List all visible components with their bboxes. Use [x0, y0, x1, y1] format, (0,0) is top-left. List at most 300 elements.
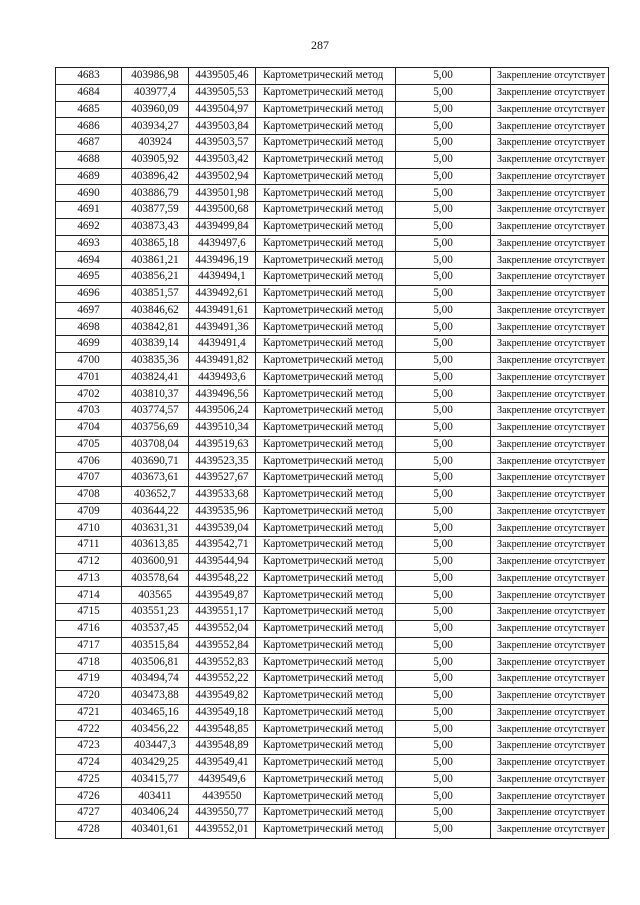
x-coordinate-cell: 403506,81: [122, 654, 189, 671]
method-cell: Картометрический метод: [256, 101, 396, 118]
x-coordinate-cell: 403406,24: [122, 805, 189, 822]
point-number-cell: 4720: [56, 687, 122, 704]
method-cell: Картометрический метод: [256, 587, 396, 604]
fixation-cell: Закрепление отсутствует: [491, 671, 609, 688]
fixation-cell: Закрепление отсутствует: [491, 503, 609, 520]
fixation-cell: Закрепление отсутствует: [491, 369, 609, 386]
x-coordinate-cell: 403411: [122, 788, 189, 805]
x-coordinate-cell: 403578,64: [122, 570, 189, 587]
accuracy-cell: 5,00: [396, 118, 491, 135]
method-cell: Картометрический метод: [256, 704, 396, 721]
accuracy-cell: 5,00: [396, 620, 491, 637]
x-coordinate-cell: 403835,36: [122, 352, 189, 369]
fixation-cell: Закрепление отсутствует: [491, 805, 609, 822]
x-coordinate-cell: 403896,42: [122, 168, 189, 185]
page-number: 287: [311, 38, 329, 52]
fixation-cell: Закрепление отсутствует: [491, 553, 609, 570]
point-number-cell: 4711: [56, 537, 122, 554]
y-coordinate-cell: 4439499,84: [189, 218, 256, 235]
fixation-cell: Закрепление отсутствует: [491, 537, 609, 554]
y-coordinate-cell: 4439523,35: [189, 453, 256, 470]
accuracy-cell: 5,00: [396, 68, 491, 85]
method-cell: Картометрический метод: [256, 252, 396, 269]
table-row: [56, 520, 609, 537]
table-row: [56, 721, 609, 738]
y-coordinate-cell: 4439505,46: [189, 68, 256, 85]
accuracy-cell: 5,00: [396, 687, 491, 704]
point-number-cell: 4697: [56, 302, 122, 319]
y-coordinate-cell: 4439491,4: [189, 336, 256, 353]
y-coordinate-cell: 4439542,71: [189, 537, 256, 554]
table-row: [56, 84, 609, 101]
y-coordinate-cell: 4439550: [189, 788, 256, 805]
method-cell: Картометрический метод: [256, 637, 396, 654]
table-row: [56, 486, 609, 503]
x-coordinate-cell: 403873,43: [122, 218, 189, 235]
table-row: [56, 403, 609, 420]
accuracy-cell: 5,00: [396, 570, 491, 587]
y-coordinate-cell: 4439544,94: [189, 553, 256, 570]
x-coordinate-cell: 403465,16: [122, 704, 189, 721]
table-row: [56, 654, 609, 671]
method-cell: Картометрический метод: [256, 821, 396, 838]
table-row: [56, 419, 609, 436]
fixation-cell: Закрепление отсутствует: [491, 821, 609, 838]
x-coordinate-cell: 403960,09: [122, 101, 189, 118]
accuracy-cell: 5,00: [396, 369, 491, 386]
table-row: [56, 620, 609, 637]
fixation-cell: Закрепление отсутствует: [491, 269, 609, 286]
method-cell: Картометрический метод: [256, 771, 396, 788]
method-cell: Картометрический метод: [256, 553, 396, 570]
y-coordinate-cell: 4439510,34: [189, 419, 256, 436]
x-coordinate-cell: 403447,3: [122, 738, 189, 755]
point-number-cell: 4706: [56, 453, 122, 470]
accuracy-cell: 5,00: [396, 235, 491, 252]
table-row: [56, 269, 609, 286]
point-number-cell: 4694: [56, 252, 122, 269]
table-row: [56, 285, 609, 302]
accuracy-cell: 5,00: [396, 135, 491, 152]
table-row: [56, 319, 609, 336]
table-row: [56, 386, 609, 403]
accuracy-cell: 5,00: [396, 436, 491, 453]
method-cell: Картометрический метод: [256, 369, 396, 386]
table-row: [56, 587, 609, 604]
y-coordinate-cell: 4439504,97: [189, 101, 256, 118]
y-coordinate-cell: 4439503,84: [189, 118, 256, 135]
y-coordinate-cell: 4439550,77: [189, 805, 256, 822]
point-number-cell: 4709: [56, 503, 122, 520]
table-row: [56, 704, 609, 721]
accuracy-cell: 5,00: [396, 419, 491, 436]
fixation-cell: Закрепление отсутствует: [491, 336, 609, 353]
y-coordinate-cell: 4439549,18: [189, 704, 256, 721]
accuracy-cell: 5,00: [396, 403, 491, 420]
x-coordinate-cell: 403551,23: [122, 604, 189, 621]
accuracy-cell: 5,00: [396, 336, 491, 353]
accuracy-cell: 5,00: [396, 84, 491, 101]
fixation-cell: Закрепление отсутствует: [491, 185, 609, 202]
table-row: [56, 202, 609, 219]
table-row: [56, 151, 609, 168]
method-cell: Картометрический метод: [256, 604, 396, 621]
point-number-cell: 4724: [56, 754, 122, 771]
point-number-cell: 4699: [56, 336, 122, 353]
fixation-cell: Закрепление отсутствует: [491, 771, 609, 788]
coordinates-table: [55, 67, 609, 839]
method-cell: Картометрический метод: [256, 302, 396, 319]
x-coordinate-cell: 403565: [122, 587, 189, 604]
accuracy-cell: 5,00: [396, 671, 491, 688]
accuracy-cell: 5,00: [396, 101, 491, 118]
method-cell: Картометрический метод: [256, 151, 396, 168]
x-coordinate-cell: 403934,27: [122, 118, 189, 135]
table-row: [56, 821, 609, 838]
fixation-cell: Закрепление отсутствует: [491, 788, 609, 805]
accuracy-cell: 5,00: [396, 788, 491, 805]
fixation-cell: Закрепление отсутствует: [491, 419, 609, 436]
method-cell: Картометрический метод: [256, 135, 396, 152]
fixation-cell: Закрепление отсутствует: [491, 453, 609, 470]
y-coordinate-cell: 4439491,61: [189, 302, 256, 319]
accuracy-cell: 5,00: [396, 637, 491, 654]
table-row: [56, 754, 609, 771]
fixation-cell: Закрепление отсутствует: [491, 470, 609, 487]
table-row: [56, 218, 609, 235]
accuracy-cell: 5,00: [396, 285, 491, 302]
point-number-cell: 4693: [56, 235, 122, 252]
fixation-cell: Закрепление отсутствует: [491, 721, 609, 738]
fixation-cell: Закрепление отсутствует: [491, 168, 609, 185]
method-cell: Картометрический метод: [256, 218, 396, 235]
table-row: [56, 68, 609, 85]
method-cell: Картометрический метод: [256, 285, 396, 302]
table-row: [56, 135, 609, 152]
point-number-cell: 4691: [56, 202, 122, 219]
y-coordinate-cell: 4439549,6: [189, 771, 256, 788]
point-number-cell: 4695: [56, 269, 122, 286]
point-number-cell: 4710: [56, 520, 122, 537]
point-number-cell: 4722: [56, 721, 122, 738]
point-number-cell: 4687: [56, 135, 122, 152]
method-cell: Картометрический метод: [256, 738, 396, 755]
point-number-cell: 4718: [56, 654, 122, 671]
x-coordinate-cell: 403977,4: [122, 84, 189, 101]
method-cell: Картометрический метод: [256, 68, 396, 85]
point-number-cell: 4703: [56, 403, 122, 420]
fixation-cell: Закрепление отсутствует: [491, 587, 609, 604]
coordinates-table-body: [56, 68, 609, 839]
accuracy-cell: 5,00: [396, 821, 491, 838]
y-coordinate-cell: 4439549,82: [189, 687, 256, 704]
table-row: [56, 637, 609, 654]
y-coordinate-cell: 4439539,04: [189, 520, 256, 537]
point-number-cell: 4683: [56, 68, 122, 85]
method-cell: Картометрический метод: [256, 570, 396, 587]
method-cell: Картометрический метод: [256, 503, 396, 520]
table-row: [56, 788, 609, 805]
x-coordinate-cell: 403905,92: [122, 151, 189, 168]
accuracy-cell: 5,00: [396, 218, 491, 235]
point-number-cell: 4717: [56, 637, 122, 654]
y-coordinate-cell: 4439519,63: [189, 436, 256, 453]
x-coordinate-cell: 403886,79: [122, 185, 189, 202]
fixation-cell: Закрепление отсутствует: [491, 570, 609, 587]
accuracy-cell: 5,00: [396, 654, 491, 671]
y-coordinate-cell: 4439491,36: [189, 319, 256, 336]
accuracy-cell: 5,00: [396, 151, 491, 168]
y-coordinate-cell: 4439548,89: [189, 738, 256, 755]
point-number-cell: 4701: [56, 369, 122, 386]
accuracy-cell: 5,00: [396, 704, 491, 721]
x-coordinate-cell: 403756,69: [122, 419, 189, 436]
y-coordinate-cell: 4439500,68: [189, 202, 256, 219]
method-cell: Картометрический метод: [256, 537, 396, 554]
y-coordinate-cell: 4439549,41: [189, 754, 256, 771]
point-number-cell: 4685: [56, 101, 122, 118]
y-coordinate-cell: 4439552,04: [189, 620, 256, 637]
method-cell: Картометрический метод: [256, 671, 396, 688]
fixation-cell: Закрепление отсутствует: [491, 118, 609, 135]
accuracy-cell: 5,00: [396, 453, 491, 470]
y-coordinate-cell: 4439492,61: [189, 285, 256, 302]
accuracy-cell: 5,00: [396, 185, 491, 202]
x-coordinate-cell: 403515,84: [122, 637, 189, 654]
table-row: [56, 302, 609, 319]
table-row: [56, 185, 609, 202]
y-coordinate-cell: 4439552,01: [189, 821, 256, 838]
method-cell: Картометрический метод: [256, 185, 396, 202]
table-row: [56, 687, 609, 704]
point-number-cell: 4689: [56, 168, 122, 185]
accuracy-cell: 5,00: [396, 269, 491, 286]
y-coordinate-cell: 4439501,98: [189, 185, 256, 202]
accuracy-cell: 5,00: [396, 537, 491, 554]
method-cell: Картометрический метод: [256, 654, 396, 671]
x-coordinate-cell: 403839,14: [122, 336, 189, 353]
x-coordinate-cell: 403631,31: [122, 520, 189, 537]
accuracy-cell: 5,00: [396, 252, 491, 269]
fixation-cell: Закрепление отсутствует: [491, 202, 609, 219]
y-coordinate-cell: 4439494,1: [189, 269, 256, 286]
accuracy-cell: 5,00: [396, 587, 491, 604]
y-coordinate-cell: 4439503,42: [189, 151, 256, 168]
table-row: [56, 805, 609, 822]
x-coordinate-cell: 403673,61: [122, 470, 189, 487]
accuracy-cell: 5,00: [396, 486, 491, 503]
point-number-cell: 4727: [56, 805, 122, 822]
y-coordinate-cell: 4439497,6: [189, 235, 256, 252]
fixation-cell: Закрепление отсутствует: [491, 754, 609, 771]
y-coordinate-cell: 4439548,85: [189, 721, 256, 738]
accuracy-cell: 5,00: [396, 738, 491, 755]
fixation-cell: Закрепление отсутствует: [491, 84, 609, 101]
x-coordinate-cell: 403856,21: [122, 269, 189, 286]
table-row: [56, 771, 609, 788]
accuracy-cell: 5,00: [396, 520, 491, 537]
method-cell: Картометрический метод: [256, 754, 396, 771]
table-row: [56, 436, 609, 453]
fixation-cell: Закрепление отсутствует: [491, 386, 609, 403]
y-coordinate-cell: 4439496,19: [189, 252, 256, 269]
x-coordinate-cell: 403537,45: [122, 620, 189, 637]
accuracy-cell: 5,00: [396, 319, 491, 336]
fixation-cell: Закрепление отсутствует: [491, 654, 609, 671]
point-number-cell: 4696: [56, 285, 122, 302]
fixation-cell: Закрепление отсутствует: [491, 151, 609, 168]
table-row: [56, 252, 609, 269]
y-coordinate-cell: 4439551,17: [189, 604, 256, 621]
point-number-cell: 4686: [56, 118, 122, 135]
table-row: [56, 570, 609, 587]
method-cell: Картометрический метод: [256, 470, 396, 487]
x-coordinate-cell: 403613,85: [122, 537, 189, 554]
x-coordinate-cell: 403473,88: [122, 687, 189, 704]
fixation-cell: Закрепление отсутствует: [491, 704, 609, 721]
y-coordinate-cell: 4439552,83: [189, 654, 256, 671]
method-cell: Картометрический метод: [256, 620, 396, 637]
x-coordinate-cell: 403824,41: [122, 369, 189, 386]
point-number-cell: 4716: [56, 620, 122, 637]
point-number-cell: 4704: [56, 419, 122, 436]
method-cell: Картометрический метод: [256, 721, 396, 738]
method-cell: Картометрический метод: [256, 788, 396, 805]
fixation-cell: Закрепление отсутствует: [491, 285, 609, 302]
y-coordinate-cell: 4439548,22: [189, 570, 256, 587]
x-coordinate-cell: 403708,04: [122, 436, 189, 453]
point-number-cell: 4700: [56, 352, 122, 369]
table-row: [56, 118, 609, 135]
fixation-cell: Закрепление отсутствует: [491, 352, 609, 369]
method-cell: Картометрический метод: [256, 386, 396, 403]
fixation-cell: Закрепление отсутствует: [491, 687, 609, 704]
coordinates-table-container: [55, 67, 609, 839]
method-cell: Картометрический метод: [256, 168, 396, 185]
table-row: [56, 235, 609, 252]
accuracy-cell: 5,00: [396, 470, 491, 487]
table-row: [56, 352, 609, 369]
point-number-cell: 4713: [56, 570, 122, 587]
x-coordinate-cell: 403429,25: [122, 754, 189, 771]
point-number-cell: 4723: [56, 738, 122, 755]
point-number-cell: 4705: [56, 436, 122, 453]
method-cell: Картометрический метод: [256, 436, 396, 453]
y-coordinate-cell: 4439506,24: [189, 403, 256, 420]
point-number-cell: 4712: [56, 553, 122, 570]
fixation-cell: Закрепление отсутствует: [491, 218, 609, 235]
fixation-cell: Закрепление отсутствует: [491, 135, 609, 152]
point-number-cell: 4715: [56, 604, 122, 621]
y-coordinate-cell: 4439549,87: [189, 587, 256, 604]
point-number-cell: 4725: [56, 771, 122, 788]
point-number-cell: 4707: [56, 470, 122, 487]
y-coordinate-cell: 4439552,22: [189, 671, 256, 688]
x-coordinate-cell: 403865,18: [122, 235, 189, 252]
method-cell: Картометрический метод: [256, 805, 396, 822]
table-row: [56, 503, 609, 520]
fixation-cell: Закрепление отсутствует: [491, 403, 609, 420]
y-coordinate-cell: 4439527,67: [189, 470, 256, 487]
accuracy-cell: 5,00: [396, 352, 491, 369]
point-number-cell: 4708: [56, 486, 122, 503]
fixation-cell: Закрепление отсутствует: [491, 620, 609, 637]
table-row: [56, 101, 609, 118]
point-number-cell: 4692: [56, 218, 122, 235]
x-coordinate-cell: 403861,21: [122, 252, 189, 269]
method-cell: Картометрический метод: [256, 84, 396, 101]
table-row: [56, 470, 609, 487]
y-coordinate-cell: 4439503,57: [189, 135, 256, 152]
fixation-cell: Закрепление отсутствует: [491, 319, 609, 336]
x-coordinate-cell: 403842,81: [122, 319, 189, 336]
method-cell: Картометрический метод: [256, 235, 396, 252]
table-row: [56, 369, 609, 386]
accuracy-cell: 5,00: [396, 604, 491, 621]
accuracy-cell: 5,00: [396, 771, 491, 788]
x-coordinate-cell: 403456,22: [122, 721, 189, 738]
accuracy-cell: 5,00: [396, 553, 491, 570]
fixation-cell: Закрепление отсутствует: [491, 486, 609, 503]
x-coordinate-cell: 403690,71: [122, 453, 189, 470]
accuracy-cell: 5,00: [396, 721, 491, 738]
y-coordinate-cell: 4439533,68: [189, 486, 256, 503]
y-coordinate-cell: 4439552,84: [189, 637, 256, 654]
accuracy-cell: 5,00: [396, 386, 491, 403]
x-coordinate-cell: 403600,91: [122, 553, 189, 570]
x-coordinate-cell: 403494,74: [122, 671, 189, 688]
fixation-cell: Закрепление отсутствует: [491, 101, 609, 118]
method-cell: Картометрический метод: [256, 352, 396, 369]
point-number-cell: 4719: [56, 671, 122, 688]
method-cell: Картометрический метод: [256, 520, 396, 537]
y-coordinate-cell: 4439502,94: [189, 168, 256, 185]
accuracy-cell: 5,00: [396, 168, 491, 185]
x-coordinate-cell: 403644,22: [122, 503, 189, 520]
y-coordinate-cell: 4439496,56: [189, 386, 256, 403]
fixation-cell: Закрепление отсутствует: [491, 738, 609, 755]
x-coordinate-cell: 403924: [122, 135, 189, 152]
method-cell: Картометрический метод: [256, 486, 396, 503]
point-number-cell: 4714: [56, 587, 122, 604]
point-number-cell: 4690: [56, 185, 122, 202]
y-coordinate-cell: 4439493,6: [189, 369, 256, 386]
table-row: [56, 604, 609, 621]
fixation-cell: Закрепление отсутствует: [491, 637, 609, 654]
x-coordinate-cell: 403877,59: [122, 202, 189, 219]
point-number-cell: 4721: [56, 704, 122, 721]
x-coordinate-cell: 403986,98: [122, 68, 189, 85]
x-coordinate-cell: 403810,37: [122, 386, 189, 403]
method-cell: Картометрический метод: [256, 403, 396, 420]
method-cell: Картометрический метод: [256, 319, 396, 336]
accuracy-cell: 5,00: [396, 805, 491, 822]
accuracy-cell: 5,00: [396, 202, 491, 219]
table-row: [56, 168, 609, 185]
fixation-cell: Закрепление отсутствует: [491, 68, 609, 85]
method-cell: Картометрический метод: [256, 453, 396, 470]
point-number-cell: 4702: [56, 386, 122, 403]
method-cell: Картометрический метод: [256, 419, 396, 436]
fixation-cell: Закрепление отсутствует: [491, 235, 609, 252]
fixation-cell: Закрепление отсутствует: [491, 520, 609, 537]
point-number-cell: 4728: [56, 821, 122, 838]
x-coordinate-cell: 403415,77: [122, 771, 189, 788]
table-row: [56, 738, 609, 755]
x-coordinate-cell: 403652,7: [122, 486, 189, 503]
accuracy-cell: 5,00: [396, 754, 491, 771]
table-row: [56, 453, 609, 470]
